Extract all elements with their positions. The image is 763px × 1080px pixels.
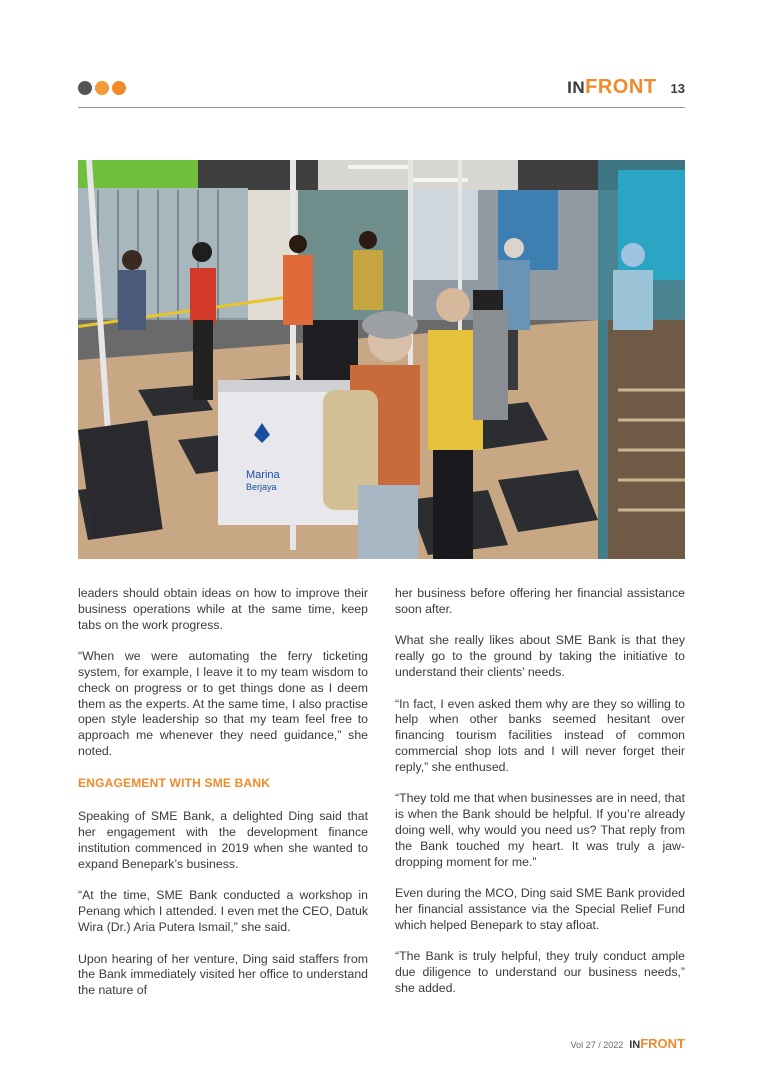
- magazine-brand: [567, 76, 685, 99]
- header-dots: [78, 81, 126, 95]
- photo-logo-line1: Marina: [246, 469, 280, 481]
- right-paragraph-4: “They told me that when businesses are in need, that is when the Bank should be helpful. If you’re already doing well, why would you need us? That reply from the Bank touched my heart. It was truly a jaw-dropping moment for me.”: [395, 791, 685, 869]
- footer-volume: Vol 27 / 2022: [570, 1040, 624, 1050]
- left-paragraph-4: “At the time, SME Bank conducted a workshop in Penang which I attended. I even met the CEO, Datuk Wira (Dr.) Aria Putera Ismail,” she said.: [78, 888, 368, 934]
- photo-logo-line2: Berjaya: [246, 482, 277, 492]
- page-number: 13: [670, 81, 685, 96]
- left-paragraph-2: “When we were automating the ferry ticketing system, for example, I leave it to my team wisdom to check on progress or to get things done as I deem them as the experts. At the same time, I also practise open style leadership so that my team feel free to approach me whenever they need guidance,” she noted.: [78, 649, 368, 758]
- right-paragraph-3: “In fact, I even asked them why are they so willing to help when other banks seemed hesitant over financing tourism facilities instead of common commercial shop lots and I will never forget their reply,” she enthused.: [395, 696, 685, 774]
- left-paragraph-1: leaders should obtain ideas on how to improve their business operations while at the same time, keep tabs on the work progress.: [78, 586, 368, 632]
- footer-brand-front: FRONT: [640, 1036, 685, 1051]
- brand-in: IN: [567, 78, 586, 97]
- dot-dark: [78, 81, 92, 95]
- article-left-column: [78, 586, 368, 1015]
- right-paragraph-6: “The Bank is truly helpful, they truly conduct ample due diligence to understand our business needs,” she added.: [395, 949, 685, 995]
- dot-orange-2: [112, 81, 126, 95]
- section-subheading: ENGAGEMENT WITH SME BANK: [78, 775, 271, 790]
- footer-brand-in: IN: [629, 1039, 641, 1051]
- right-paragraph-5: Even during the MCO, Ding said SME Bank provided her financial assistance via the Special Relief Fund which helped Benepark to stay afloat.: [395, 886, 685, 932]
- page-footer: [571, 1036, 685, 1051]
- dot-orange-1: [95, 81, 109, 95]
- left-paragraph-5: Upon hearing of her venture, Ding said staffers from the Bank immediately visited her office to understand the nature of: [78, 951, 368, 998]
- left-paragraph-3: Speaking of SME Bank, a delighted Ding said that her engagement with the development finance institution commenced in 2019 when she wanted to expand Benepark’s business.: [78, 809, 368, 871]
- right-paragraph-2: What she really likes about SME Bank is that they really go to the ground by taking the initiative to understand their clients’ needs.: [395, 633, 685, 679]
- ferry-terminal-photo: [78, 160, 685, 559]
- header-divider: [78, 107, 685, 108]
- brand-front: FRONT: [585, 76, 657, 98]
- right-paragraph-1: her business before offering her financial assistance soon after.: [395, 586, 685, 616]
- article-right-column: [395, 586, 685, 1013]
